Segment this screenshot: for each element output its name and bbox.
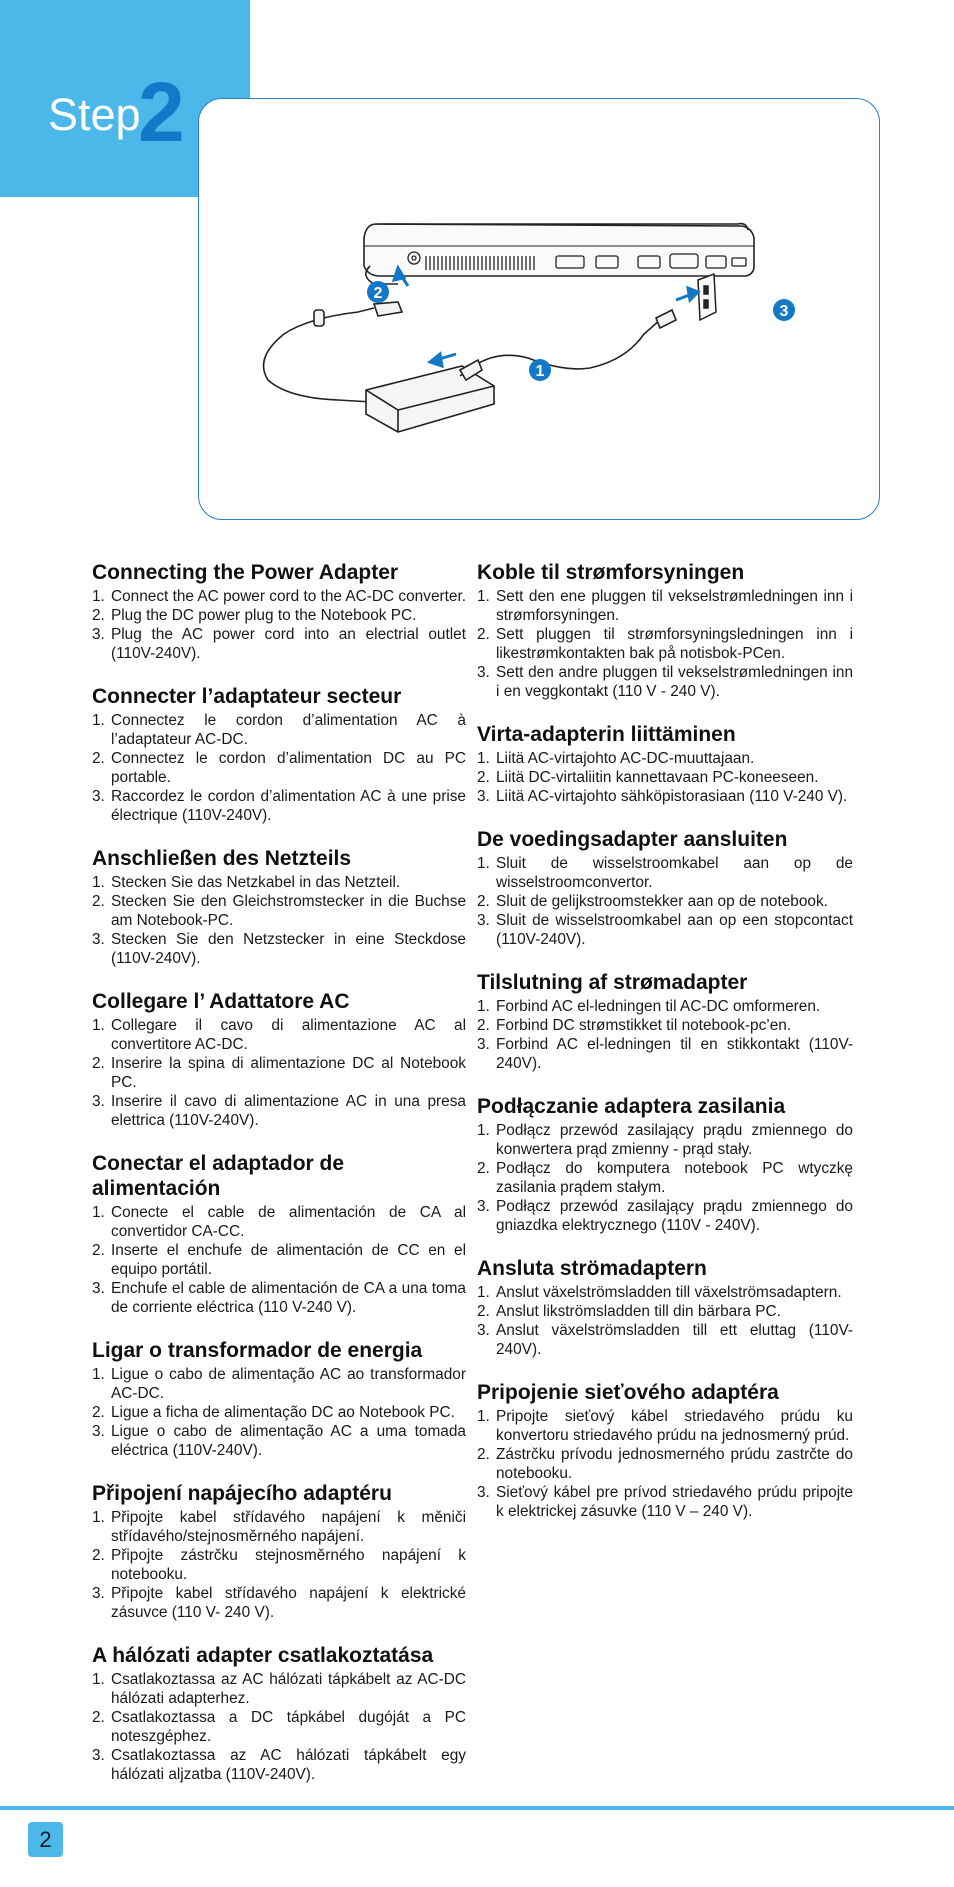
step-item-text: Forbind AC el-ledningen til AC-DC omformeren. (496, 998, 821, 1015)
step-item (477, 911, 853, 949)
step-item-text: Liitä AC-virtajohto AC-DC-muuttajaan. (496, 750, 755, 767)
section-title: Anschließen des Netzteils (92, 847, 352, 870)
step-item (92, 1708, 466, 1746)
step-item-number: 3. (92, 1280, 105, 1297)
step-item-number: 2. (92, 1055, 105, 1072)
step-item-text: Forbind DC strømstikket til notebook-pc’en. (496, 1017, 792, 1034)
step-list (92, 1203, 466, 1317)
step-list (477, 1121, 853, 1235)
step-item (477, 587, 853, 625)
step-number: 2 (138, 65, 185, 159)
section-title: Ligar o transformador de energia (92, 1339, 423, 1362)
step-item (477, 768, 853, 787)
step-item (477, 1283, 853, 1302)
instruction-section (477, 1380, 853, 1521)
step-item-number: 2. (477, 1017, 490, 1034)
step-item-text: Zástrčku prívodu jednosmerného prúdu zastrčte do notebooku. (496, 1446, 853, 1482)
wall-outlet (698, 274, 716, 320)
section-title: Conectar el adaptador de alimentación (92, 1152, 345, 1200)
step-item-number: 1. (92, 712, 105, 729)
step-item-number: 3. (477, 1198, 490, 1215)
step-item (92, 930, 466, 968)
step-item (92, 1403, 466, 1422)
step-item-text: Anslut likströmsladden till din bärbara PC. (496, 1303, 781, 1320)
step-item-number: 1. (92, 588, 105, 605)
step-item-text: Podłącz do komputera notebook PC wtyczkę zasilania prądem stałym. (496, 1160, 853, 1196)
instruction-section (92, 989, 466, 1130)
instruction-section (477, 722, 853, 806)
step-item-number: 2. (477, 1160, 490, 1177)
step-item (477, 663, 853, 701)
step-item-number: 3. (92, 1747, 105, 1764)
page-number-badge: 2 (28, 1822, 63, 1857)
step-item-text: Inserire la spina di alimentazione DC al Notebook PC. (111, 1055, 466, 1091)
step-item (92, 1016, 466, 1054)
step-item (477, 1302, 853, 1321)
step-item-text: Connectez le cordon d’alimentation DC au PC portable. (111, 750, 466, 786)
step-list (92, 1016, 466, 1130)
step-list (92, 711, 466, 825)
ac-cable (460, 310, 676, 380)
step-item-text: Sieťový kábel pre prívod striedavého prúdu pripojte k elektrickej zásuvke (110 V – 240 V). (496, 1484, 853, 1520)
section-title: Tilslutning af strømadapter (477, 971, 748, 994)
step-item-text: Sett den ene pluggen til vekselstrømledningen inn i strømforsyningen. (496, 588, 853, 624)
step-item-text: Liitä AC-virtajohto sähköpistorasiaan (110 V-240 V). (496, 788, 848, 805)
step-item-number: 1. (477, 588, 490, 605)
step-item-text: Stecken Sie den Netzstecker in eine Steckdose (110V-240V). (111, 931, 466, 967)
step-item (92, 1546, 466, 1584)
section-title: A hálózati adapter csatlakoztatása (92, 1644, 434, 1667)
step-item-text: Inserire il cavo di alimentazione AC in una presa elettrica (110V-240V). (111, 1093, 466, 1129)
step-item (92, 1054, 466, 1092)
instruction-section (92, 1151, 466, 1317)
step-item-number: 3. (92, 931, 105, 948)
step-item-number: 2. (92, 1709, 105, 1726)
step-item-text: Ligue o cabo de alimentação AC a uma tomada eléctrica (110V-240V). (111, 1423, 466, 1459)
step-item (92, 873, 466, 892)
power-connection-illustration (198, 98, 880, 520)
step-item-number: 2. (92, 1404, 105, 1421)
step-item-number: 1. (92, 1017, 105, 1034)
section-title: Pripojenie sieťového adaptéra (477, 1381, 779, 1404)
step-item-text: Forbind AC el-ledningen til en stikkontakt (110V-240V). (496, 1036, 853, 1072)
step-item-number: 1. (92, 1671, 105, 1688)
step-item-number: 3. (92, 1423, 105, 1440)
instruction-section (92, 1338, 466, 1460)
step-item-text: Podłącz przewód zasilający prądu zmiennego do gniazdka elektrycznego (110V - 240V). (496, 1198, 853, 1234)
step-item-text: Inserte el enchufe de alimentación de CC en el equipo portátil. (111, 1242, 466, 1278)
section-title: Collegare l’ Adattatore AC (92, 990, 350, 1013)
step-item-text: Plug the DC power plug to the Notebook PC. (111, 607, 417, 624)
section-title: Ansluta strömadaptern (477, 1257, 707, 1280)
step-item-text: Pripojte sieťový kábel striedavého prúdu ku konvertoru striedavého prúdu na jednosmerný prúd. (496, 1408, 853, 1444)
step-item-number: 1. (477, 1408, 490, 1425)
step-item-text: Anslut växelströmsladden till växelströmsadaptern. (496, 1284, 842, 1301)
instruction-section (92, 684, 466, 825)
step-item (92, 1508, 466, 1546)
left-column (92, 560, 466, 1805)
step-item-number: 1. (477, 855, 490, 872)
step-list (477, 587, 853, 701)
step-item (92, 1746, 466, 1784)
step-list (477, 1407, 853, 1521)
step-item (92, 587, 466, 606)
step-item-number: 2. (477, 1446, 490, 1463)
instruction-section (477, 1094, 853, 1235)
step-item-text: Stecken Sie das Netzkabel in das Netzteil. (111, 874, 401, 891)
section-title: Connecter l’adaptateur secteur (92, 685, 402, 708)
step-item-text: Raccordez le cordon d’alimentation AC à une prise électrique (110V-240V). (111, 788, 466, 824)
step-item (477, 1197, 853, 1235)
step-item-text: Stecken Sie den Gleichstromstecker in die Buchse am Notebook-PC. (111, 893, 466, 929)
step-item (477, 1159, 853, 1197)
step-item (92, 1422, 466, 1460)
step-list (92, 1670, 466, 1784)
step-item-text: Plug the AC power cord into an electrial outlet (110V-240V). (111, 626, 466, 662)
step-item-text: Sluit de wisselstroomkabel aan op een stopcontact (110V-240V). (496, 912, 853, 948)
step-item (477, 997, 853, 1016)
step-item (477, 1035, 853, 1073)
step-item (92, 711, 466, 749)
step-item-text: Collegare il cavo di alimentazione AC al convertitore AC-DC. (111, 1017, 466, 1053)
step-item-number: 3. (477, 912, 490, 929)
step-item-number: 3. (92, 1585, 105, 1602)
step-list (477, 997, 853, 1073)
instruction-section (477, 827, 853, 949)
step-item (92, 1584, 466, 1622)
step-item-text: Csatlakoztassa az AC hálózati tápkábelt egy hálózati aljzatba (110V-240V). (111, 1747, 466, 1783)
step-item (92, 892, 466, 930)
step-item (92, 1203, 466, 1241)
callout-1 (529, 359, 551, 381)
step-item (477, 749, 853, 768)
step-item (477, 1121, 853, 1159)
step-list (92, 873, 466, 968)
step-list (477, 749, 853, 806)
step-item-text: Conecte el cable de alimentación de CA al convertidor CA-CC. (111, 1204, 466, 1240)
callout-2-label: 2 (373, 285, 383, 302)
step-item (477, 854, 853, 892)
step-list (92, 1508, 466, 1622)
instruction-section (92, 846, 466, 968)
step-item (92, 1365, 466, 1403)
direction-arrows (394, 268, 698, 366)
step-item-number: 1. (92, 874, 105, 891)
step-item-number: 2. (477, 1303, 490, 1320)
step-item-number: 2. (92, 750, 105, 767)
instruction-section (92, 560, 466, 663)
step-item (477, 787, 853, 806)
instruction-section (92, 1643, 466, 1784)
step-item-number: 2. (92, 607, 105, 624)
callout-1-label: 1 (535, 363, 545, 380)
callout-2 (367, 281, 389, 303)
step-item (92, 749, 466, 787)
step-item-text: Anslut växelströmsladden till ett eluttag (110V-240V). (496, 1322, 853, 1358)
step-item-number: 1. (477, 1122, 490, 1139)
step-item-text: Připojte kabel střídavého napájení k elektrické zásuvce (110 V- 240 V). (111, 1585, 466, 1621)
instruction-section (477, 1256, 853, 1359)
step-list (92, 1365, 466, 1460)
step-item (92, 1279, 466, 1317)
step-item-number: 3. (92, 1093, 105, 1110)
step-item-text: Ligue o cabo de alimentação AC ao transformador AC-DC. (111, 1366, 466, 1402)
step-item-number: 1. (477, 750, 490, 767)
footer-rule (0, 1806, 954, 1810)
ac-dc-adapter (366, 366, 494, 432)
step-item-number: 1. (92, 1204, 105, 1221)
step-item-number: 1. (477, 998, 490, 1015)
step-item-text: Liitä DC-virtaliitin kannettavaan PC-koneeseen. (496, 769, 819, 786)
step-item-text: Enchufe el cable de alimentación de CA a una toma de corriente eléctrica (110 V-240 V). (111, 1280, 466, 1316)
step-item (92, 787, 466, 825)
step-item-number: 3. (477, 664, 490, 681)
step-item-number: 1. (92, 1509, 105, 1526)
instruction-section (477, 970, 853, 1073)
step-item-text: Sett pluggen til strømforsyningsledningen inn i likestrømkontakten bak på notisbok-PCen. (496, 626, 853, 662)
callout-3-label: 3 (779, 303, 789, 320)
step-item-number: 2. (477, 769, 490, 786)
step-item-number: 3. (477, 1322, 490, 1339)
step-item (477, 1407, 853, 1445)
step-item-text: Sett den andre pluggen til vekselstrømledningen inn i en veggkontakt (110 V - 240 V). (496, 664, 853, 700)
step-item (92, 606, 466, 625)
step-item (92, 1670, 466, 1708)
step-item (477, 625, 853, 663)
step-item-number: 3. (477, 788, 490, 805)
step-item-number: 2. (92, 893, 105, 910)
step-item (477, 1016, 853, 1035)
step-item-text: Connect the AC power cord to the AC-DC converter. (111, 588, 467, 605)
section-title: Koble til strømforsyningen (477, 561, 745, 584)
step-item (92, 625, 466, 663)
step-item-number: 3. (477, 1036, 490, 1053)
step-item-number: 2. (477, 626, 490, 643)
step-item-number: 3. (92, 626, 105, 643)
section-title: Podłączanie adaptera zasilania (477, 1095, 786, 1118)
right-column (477, 560, 853, 1542)
instruction-section (477, 560, 853, 701)
step-item (477, 1445, 853, 1483)
step-item-text: Csatlakoztassa az AC hálózati tápkábelt az AC-DC hálózati adapterhez. (111, 1671, 466, 1707)
step-item (92, 1092, 466, 1130)
step-item-number: 1. (92, 1366, 105, 1383)
step-item (477, 1483, 853, 1521)
step-item-text: Sluit de wisselstroomkabel aan op de wisselstroomconvertor. (496, 855, 853, 891)
step-item-text: Sluit de gelijkstroomstekker aan op de notebook. (496, 893, 828, 910)
step-item-text: Podłącz przewód zasilający prądu zmiennego do konwertera prąd zmienny - prąd stały. (496, 1122, 853, 1158)
step-list (477, 1283, 853, 1359)
step-item-text: Csatlakoztassa a DC tápkábel dugóját a PC noteszgéphez. (111, 1709, 466, 1745)
step-item-text: Připojte zástrčku stejnosměrného napájení k notebooku. (111, 1547, 466, 1583)
step-list (92, 587, 466, 663)
instruction-section (92, 1481, 466, 1622)
step-item-number: 2. (477, 893, 490, 910)
step-item-number: 2. (92, 1242, 105, 1259)
step-item-text: Ligue a ficha de alimentação DC ao Notebook PC. (111, 1404, 455, 1421)
callout-3 (773, 299, 795, 321)
step-item-text: Připojte kabel střídavého napájení k měniči střídavého/stejnosměrného napájení. (111, 1509, 466, 1545)
step-word: Step (48, 89, 141, 140)
step-item-number: 3. (92, 788, 105, 805)
step-item (477, 892, 853, 911)
section-title: Virta-adapterin liittäminen (477, 723, 736, 746)
step-list (477, 854, 853, 949)
step-item-number: 1. (477, 1284, 490, 1301)
section-title: De voedingsadapter aansluiten (477, 828, 788, 851)
step-item (477, 1321, 853, 1359)
step-item-number: 3. (477, 1484, 490, 1501)
step-item-number: 2. (92, 1547, 105, 1564)
section-title: Connecting the Power Adapter (92, 561, 399, 584)
step-item-text: Connectez le cordon d’alimentation AC à l’adaptateur AC-DC. (111, 712, 466, 748)
section-title: Připojení napájecího adaptéru (92, 1482, 392, 1505)
step-item (92, 1241, 466, 1279)
